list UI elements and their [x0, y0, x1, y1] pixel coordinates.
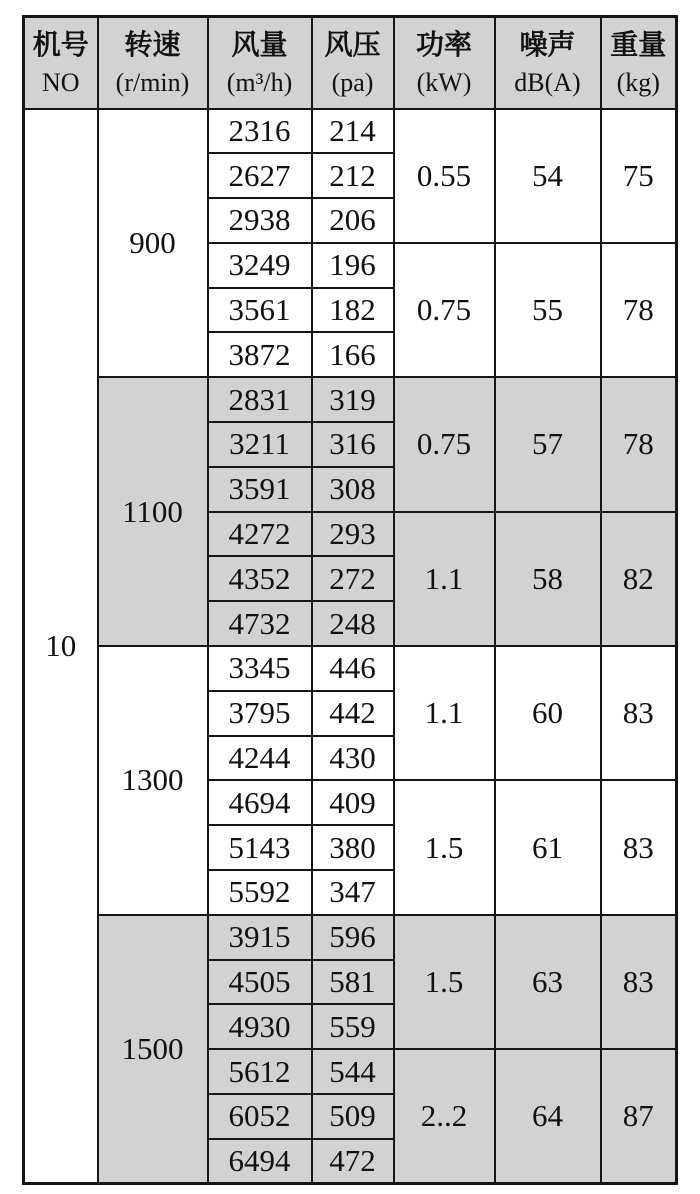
- speed-cell: 1300: [98, 646, 208, 915]
- pressure-cell: 544: [312, 1049, 394, 1094]
- pressure-cell: 347: [312, 870, 394, 915]
- power-cell: 0.75: [394, 377, 495, 511]
- noise-cell: 63: [495, 915, 601, 1049]
- weight-cell: 78: [601, 377, 677, 511]
- airflow-cell: 2627: [208, 153, 312, 198]
- pressure-cell: 472: [312, 1139, 394, 1184]
- col-header-airflow: [208, 17, 312, 109]
- weight-cell: 75: [601, 109, 677, 243]
- power-cell: 1.5: [394, 780, 495, 914]
- pressure-cell: 509: [312, 1094, 394, 1139]
- airflow-cell: 3345: [208, 646, 312, 691]
- pressure-cell: 581: [312, 960, 394, 1005]
- pressure-cell: 214: [312, 109, 394, 154]
- pressure-cell: 248: [312, 601, 394, 646]
- col-header-airflow-unit: (m³/h): [226, 67, 293, 97]
- noise-cell: 54: [495, 109, 601, 243]
- weight-cell: 82: [601, 512, 677, 646]
- col-header-speed-unit: (r/min): [115, 67, 190, 97]
- weight-cell: 83: [601, 780, 677, 914]
- speed-cell: 1100: [98, 377, 208, 646]
- table-row: [24, 646, 677, 691]
- power-cell: 2..2: [394, 1049, 495, 1183]
- noise-cell: 60: [495, 646, 601, 780]
- power-cell: 0.55: [394, 109, 495, 243]
- airflow-cell: 4694: [208, 780, 312, 825]
- pressure-cell: 212: [312, 153, 394, 198]
- col-header-machine-no-cn: 机号: [32, 29, 89, 61]
- airflow-cell: 3249: [208, 243, 312, 288]
- pressure-cell: 272: [312, 556, 394, 601]
- power-cell: 0.75: [394, 243, 495, 377]
- col-header-noise-unit: dB(A): [514, 67, 581, 97]
- col-header-weight-unit: (kg): [616, 67, 660, 97]
- col-header-speed-cn: 转速: [124, 29, 181, 61]
- spec-table-body: [24, 109, 677, 1184]
- table-row: [24, 109, 677, 154]
- col-header-pressure: [312, 17, 394, 109]
- weight-cell: 83: [601, 646, 677, 780]
- airflow-cell: 6494: [208, 1139, 312, 1184]
- airflow-cell: 3915: [208, 915, 312, 960]
- col-header-power-cn: 功率: [415, 29, 472, 61]
- pressure-cell: 206: [312, 198, 394, 243]
- fan-spec-table-container: [22, 15, 678, 1185]
- pressure-cell: 166: [312, 332, 394, 377]
- table-row: [24, 915, 677, 960]
- airflow-cell: 6052: [208, 1094, 312, 1139]
- airflow-cell: 4930: [208, 1004, 312, 1049]
- col-header-noise-cn: 噪声: [519, 29, 576, 61]
- pressure-cell: 182: [312, 288, 394, 333]
- airflow-cell: 3872: [208, 332, 312, 377]
- airflow-cell: 5592: [208, 870, 312, 915]
- table-row: [24, 377, 677, 422]
- airflow-cell: 5143: [208, 825, 312, 870]
- col-header-noise: [495, 17, 601, 109]
- weight-cell: 83: [601, 915, 677, 1049]
- airflow-cell: 4352: [208, 556, 312, 601]
- noise-cell: 58: [495, 512, 601, 646]
- col-header-weight: [601, 17, 677, 109]
- noise-cell: 57: [495, 377, 601, 511]
- noise-cell: 64: [495, 1049, 601, 1183]
- airflow-cell: 3561: [208, 288, 312, 333]
- airflow-cell: 2316: [208, 109, 312, 154]
- col-header-machine-no-unit: NO: [41, 67, 80, 97]
- power-cell: 1.5: [394, 915, 495, 1049]
- pressure-cell: 293: [312, 512, 394, 557]
- pressure-cell: 430: [312, 736, 394, 781]
- airflow-cell: 3211: [208, 422, 312, 467]
- airflow-cell: 3591: [208, 467, 312, 512]
- fan-spec-table: [22, 15, 678, 1185]
- airflow-cell: 3795: [208, 691, 312, 736]
- pressure-cell: 308: [312, 467, 394, 512]
- power-cell: 1.1: [394, 512, 495, 646]
- weight-cell: 87: [601, 1049, 677, 1183]
- airflow-cell: 2938: [208, 198, 312, 243]
- pressure-cell: 409: [312, 780, 394, 825]
- col-header-power-unit: (kW): [416, 67, 472, 97]
- airflow-cell: 4272: [208, 512, 312, 557]
- pressure-cell: 319: [312, 377, 394, 422]
- airflow-cell: 2831: [208, 377, 312, 422]
- machine-no-cell: 10: [24, 109, 98, 1184]
- weight-cell: 78: [601, 243, 677, 377]
- pressure-cell: 196: [312, 243, 394, 288]
- noise-cell: 61: [495, 780, 601, 914]
- col-header-machine-no: [24, 17, 98, 109]
- header-row: [24, 17, 677, 109]
- pressure-cell: 559: [312, 1004, 394, 1049]
- col-header-airflow-cn: 风量: [231, 29, 288, 61]
- power-cell: 1.1: [394, 646, 495, 780]
- airflow-cell: 4244: [208, 736, 312, 781]
- col-header-pressure-cn: 风压: [324, 29, 381, 61]
- pressure-cell: 380: [312, 825, 394, 870]
- pressure-cell: 316: [312, 422, 394, 467]
- airflow-cell: 5612: [208, 1049, 312, 1094]
- pressure-cell: 446: [312, 646, 394, 691]
- speed-cell: 1500: [98, 915, 208, 1184]
- pressure-cell: 596: [312, 915, 394, 960]
- col-header-power: [394, 17, 495, 109]
- airflow-cell: 4505: [208, 960, 312, 1005]
- pressure-cell: 442: [312, 691, 394, 736]
- col-header-pressure-unit: (pa): [331, 67, 374, 97]
- col-header-weight-cn: 重量: [610, 29, 667, 61]
- noise-cell: 55: [495, 243, 601, 377]
- speed-cell: 900: [98, 109, 208, 378]
- airflow-cell: 4732: [208, 601, 312, 646]
- col-header-speed: [98, 17, 208, 109]
